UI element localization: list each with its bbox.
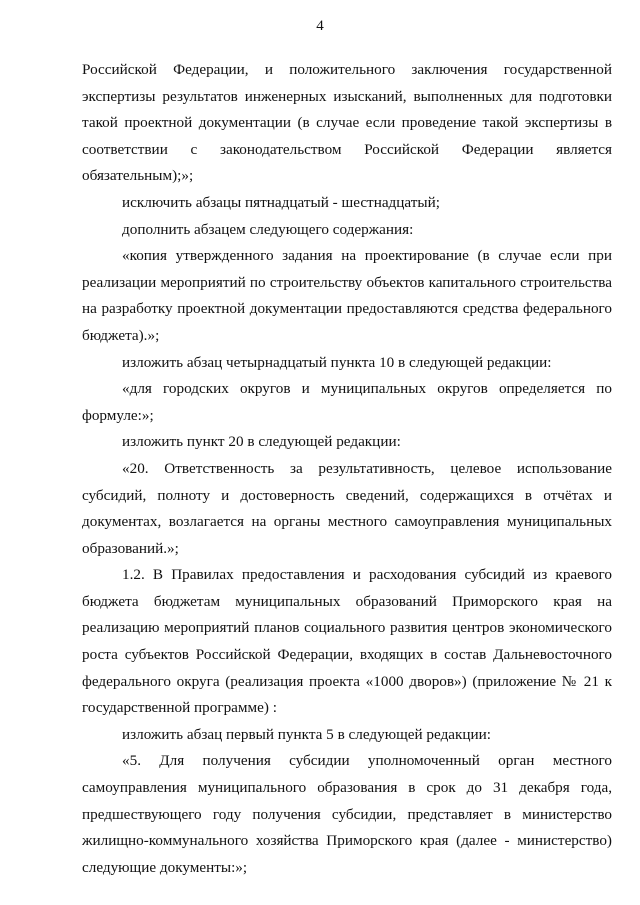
paragraph-amend-point-10: изложить абзац четырнадцатый пункта 10 в следующей редакции: [122, 353, 552, 371]
paragraph-amend-point-5: изложить абзац первый пункта 5 в следующей редакции: [122, 725, 492, 743]
paragraph-project-task-copy: «копия утвержденного задания на проектирование (в случае если при реализации мероприятий по строительству объектов капитального строительства на разработку проектной документации предоставляются средства федерального бюджета).»; [82, 247, 612, 344]
document-body [82, 57, 612, 881]
paragraph-add-clause: дополнить абзацем следующего содержания: [122, 220, 414, 238]
paragraph-section-1-2: 1.2. В Правилах предоставления и расходования субсидий из краевого бюджета бюджетам муниципальных образований Приморского края на реализацию мероприятий планов социального развития центров экономического роста субъектов Российской Федерации, входящих в состав Дальневосточного федерального округа (реализация проекта «1000 дворов») (приложение № 21 к государственной программе) : [82, 566, 612, 717]
paragraph-amend-point-20: изложить пункт 20 в следующей редакции: [122, 433, 401, 451]
page-number: 4 [316, 18, 324, 34]
paragraph-exclude-clauses: исключить абзацы пятнадцатый - шестнадцатый; [122, 193, 440, 211]
paragraph-responsibility: «20. Ответственность за результативность, целевое использование субсидий, полноту и достоверность сведений, содержащихся в отчётах и документах, возлагается на органы местного самоуправления муниципальных образований.»; [82, 459, 612, 557]
paragraph-subsidy-documents: «5. Для получения субсидии уполномоченный орган местного самоуправления муниципального образования в срок до 31 декабря года, предшествующего году получения субсидии, представляет в министерство жилищно-коммунального хозяйства Приморского края (далее - министерство) следующие документы:»; [82, 752, 612, 876]
paragraph-continuation: Российской Федерации, и положительного заключения государственной экспертизы результатов инженерных изысканий, выполненных для подготовки такой проектной документации (в случае если проведение такой экспертизы в соответствии с законодательством Российской Федерации является обязательным);»; [82, 61, 612, 185]
paragraph-formula: «для городских округов и муниципальных округов определяется по формуле:»; [82, 380, 612, 424]
